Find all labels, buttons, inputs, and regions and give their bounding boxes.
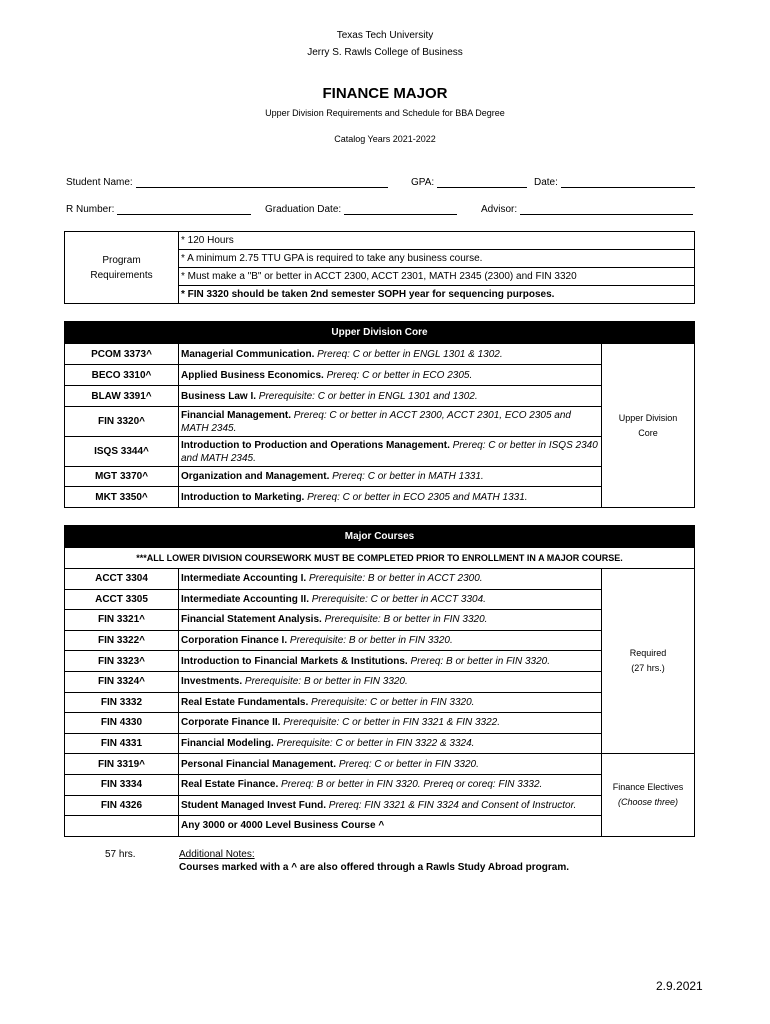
- course-row: [65, 754, 695, 775]
- course-description: [179, 487, 602, 508]
- course-code: ACCT 3304: [65, 569, 179, 590]
- course-description: [179, 610, 602, 631]
- course-description: [179, 671, 602, 692]
- course-code: MGT 3370^: [65, 467, 179, 487]
- course-row: [65, 589, 695, 610]
- course-description: [179, 795, 602, 816]
- course-title: Financial Statement Analysis.: [181, 614, 322, 626]
- total-hours: 57 hrs.: [105, 849, 136, 860]
- course-description: [179, 692, 602, 713]
- course-row: [65, 467, 695, 487]
- program-requirements-table: [64, 231, 695, 304]
- course-description: [179, 365, 602, 386]
- course-description: [179, 733, 602, 754]
- course-description: [179, 386, 602, 407]
- course-row: [65, 386, 695, 407]
- course-description: [179, 816, 602, 837]
- course-description: [179, 630, 602, 651]
- program-requirement-item: * FIN 3320 should be taken 2nd semester SOPH year for sequencing purposes.: [179, 286, 695, 304]
- student-name-field[interactable]: [66, 177, 388, 188]
- course-prereq: Prereq: C or better in ISQS 2340 and MATH 2345.: [181, 439, 598, 464]
- major-header: Major Courses: [65, 526, 695, 548]
- course-title: Introduction to Financial Markets & Institutions.: [181, 655, 408, 667]
- course-prereq: Prerequisite: B or better in FIN 3320.: [242, 676, 408, 688]
- course-title: Personal Financial Management.: [181, 758, 337, 770]
- course-title: Financial Modeling.: [181, 738, 274, 750]
- course-row: [65, 487, 695, 508]
- upper-division-core-table: [64, 321, 695, 508]
- course-title: Corporate Finance II.: [181, 717, 281, 729]
- course-row: [65, 365, 695, 386]
- course-code: FIN 4330: [65, 713, 179, 734]
- course-title: Student Managed Invest Fund.: [181, 799, 327, 811]
- course-description: [179, 467, 602, 487]
- course-code: FIN 4326: [65, 795, 179, 816]
- course-description: [179, 754, 602, 775]
- document-date: 2.9.2021: [656, 979, 703, 993]
- student-name-line[interactable]: [136, 178, 388, 188]
- course-title: Intermediate Accounting II.: [181, 593, 309, 605]
- course-row: [65, 816, 695, 837]
- r-number-label: R Number:: [66, 204, 115, 215]
- course-title: Financial Management.: [181, 409, 292, 421]
- course-row: [65, 610, 695, 631]
- course-title: Intermediate Accounting I.: [181, 573, 307, 585]
- course-code: FIN 3319^: [65, 754, 179, 775]
- gpa-label: GPA:: [411, 177, 435, 188]
- course-title: Organization and Management.: [181, 471, 330, 482]
- course-code: FIN 3320^: [65, 407, 179, 437]
- course-code: FIN 3323^: [65, 651, 179, 672]
- lower-division-warning: ***ALL LOWER DIVISION COURSEWORK MUST BE COMPLETED PRIOR TO ENROLLMENT IN A MAJOR COURSE.: [65, 548, 695, 569]
- course-row: [65, 671, 695, 692]
- course-prereq: Prerequisite: B or better in ACCT 2300.: [306, 573, 483, 585]
- course-prereq: Prereq: B or better in FIN 3320. Prereq or coreq: FIN 3332.: [278, 779, 543, 791]
- course-prereq: Prerequisite: C or better in FIN 3321 & FIN 3322.: [280, 717, 501, 729]
- course-row: [65, 733, 695, 754]
- date-line[interactable]: [561, 178, 695, 188]
- university-name: Texas Tech University: [336, 30, 434, 41]
- course-prereq: Prereq: C or better in MATH 1331.: [329, 471, 484, 482]
- course-code: FIN 3334: [65, 774, 179, 795]
- course-code: BECO 3310^: [65, 365, 179, 386]
- course-description: [179, 344, 602, 365]
- major-courses-table: [64, 525, 695, 837]
- course-prereq: Prerequisite: B or better in FIN 3320.: [287, 635, 453, 647]
- program-requirement-item: * A minimum 2.75 TTU GPA is required to take any business course.: [179, 250, 695, 268]
- course-title: Introduction to Production and Operations Management.: [181, 439, 450, 451]
- course-description: [179, 569, 602, 590]
- advisor-field[interactable]: [481, 204, 693, 215]
- course-description: [179, 437, 602, 467]
- course-description: [179, 589, 602, 610]
- graduation-date-line[interactable]: [344, 205, 457, 215]
- course-description: [179, 407, 602, 437]
- course-code: BLAW 3391^: [65, 386, 179, 407]
- course-prereq: Prerequisite: B or better in FIN 3320.: [321, 614, 488, 626]
- course-title: Corporation Finance I.: [181, 635, 288, 647]
- required-side-label: Required (27 hrs.): [602, 569, 695, 754]
- course-title: Any 3000 or 4000 Level Business Course ^: [181, 820, 385, 832]
- course-prereq: Prereq: B or better in FIN 3320.: [407, 655, 550, 667]
- program-requirements-label: Program Requirements: [65, 232, 179, 304]
- catalog-years: Catalog Years 2021-2022: [334, 134, 436, 144]
- gpa-line[interactable]: [437, 178, 527, 188]
- date-label: Date:: [534, 177, 558, 188]
- page-subtitle: Upper Division Requirements and Schedule for BBA Degree: [265, 108, 505, 118]
- course-title: Real Estate Finance.: [181, 779, 279, 791]
- core-header: Upper Division Core: [65, 322, 695, 344]
- course-code: ACCT 3305: [65, 589, 179, 610]
- course-prereq: Prereq: C or better in ECO 2305 and MATH 1331.: [304, 491, 528, 503]
- course-title: Business Law I.: [181, 390, 257, 402]
- course-code: FIN 4331: [65, 733, 179, 754]
- course-prereq: Prereq: C or better in FIN 3320.: [336, 758, 479, 770]
- electives-side-label: Finance Electives (Choose three): [602, 754, 695, 836]
- additional-notes-label: Additional Notes:: [179, 849, 255, 860]
- core-side-label: Upper Division Core: [602, 344, 695, 508]
- course-row: [65, 774, 695, 795]
- course-prereq: Prerequisite: C or better in ENGL 1301 and 1302.: [256, 390, 478, 402]
- course-title: Investments.: [181, 676, 243, 688]
- page-title: FINANCE MAJOR: [322, 85, 448, 102]
- advisor-line[interactable]: [520, 205, 693, 215]
- course-description: [179, 774, 602, 795]
- course-row: [65, 437, 695, 467]
- advisor-label: Advisor:: [481, 204, 518, 215]
- course-title: Applied Business Economics.: [181, 369, 324, 381]
- course-prereq: Prereq: FIN 3321 & FIN 3324 and Consent of Instructor.: [326, 799, 577, 811]
- additional-notes-text: Courses marked with a ^ are also offered through a Rawls Study Abroad program.: [179, 862, 569, 873]
- college-name: Jerry S. Rawls College of Business: [307, 47, 463, 58]
- course-code: FIN 3322^: [65, 630, 179, 651]
- course-code: MKT 3350^: [65, 487, 179, 508]
- graduation-date-label: Graduation Date:: [265, 204, 342, 215]
- course-row: [65, 344, 695, 365]
- graduation-date-field[interactable]: [265, 204, 457, 215]
- course-code: FIN 3324^: [65, 671, 179, 692]
- course-prereq: Prerequisite: C or better in FIN 3320.: [308, 696, 475, 708]
- course-code: PCOM 3373^: [65, 344, 179, 365]
- course-code: [65, 816, 179, 837]
- course-row: [65, 630, 695, 651]
- course-code: ISQS 3344^: [65, 437, 179, 467]
- course-prereq: Prereq: C or better in ENGL 1301 & 1302.: [314, 348, 503, 360]
- course-prereq: Prereq: C or better in ECO 2305.: [323, 369, 473, 381]
- date-field[interactable]: [534, 177, 695, 188]
- course-row: [65, 651, 695, 672]
- course-code: FIN 3332: [65, 692, 179, 713]
- course-row: [65, 713, 695, 734]
- gpa-field[interactable]: [411, 177, 527, 188]
- program-requirement-item: * Must make a "B" or better in ACCT 2300, ACCT 2301, MATH 2345 (2300) and FIN 3320: [179, 268, 695, 286]
- course-code: FIN 3321^: [65, 610, 179, 631]
- course-row: [65, 692, 695, 713]
- course-prereq: Prereq: C or better in ACCT 2300, ACCT 2301, ECO 2305 and MATH 2345.: [181, 409, 571, 434]
- student-name-label: Student Name:: [66, 177, 133, 188]
- program-requirement-item: * 120 Hours: [179, 232, 695, 250]
- course-title: Managerial Communication.: [181, 348, 315, 360]
- r-number-field[interactable]: [66, 204, 251, 215]
- course-prereq: Prerequisite: C or better in FIN 3322 & 3324.: [273, 738, 475, 750]
- r-number-line[interactable]: [117, 205, 251, 215]
- course-prereq: Prerequisite: C or better in ACCT 3304.: [308, 593, 486, 605]
- course-row: [65, 569, 695, 590]
- course-row: [65, 407, 695, 437]
- course-description: [179, 713, 602, 734]
- course-description: [179, 651, 602, 672]
- course-title: Real Estate Fundamentals.: [181, 696, 309, 708]
- course-title: Introduction to Marketing.: [181, 491, 305, 503]
- course-row: [65, 795, 695, 816]
